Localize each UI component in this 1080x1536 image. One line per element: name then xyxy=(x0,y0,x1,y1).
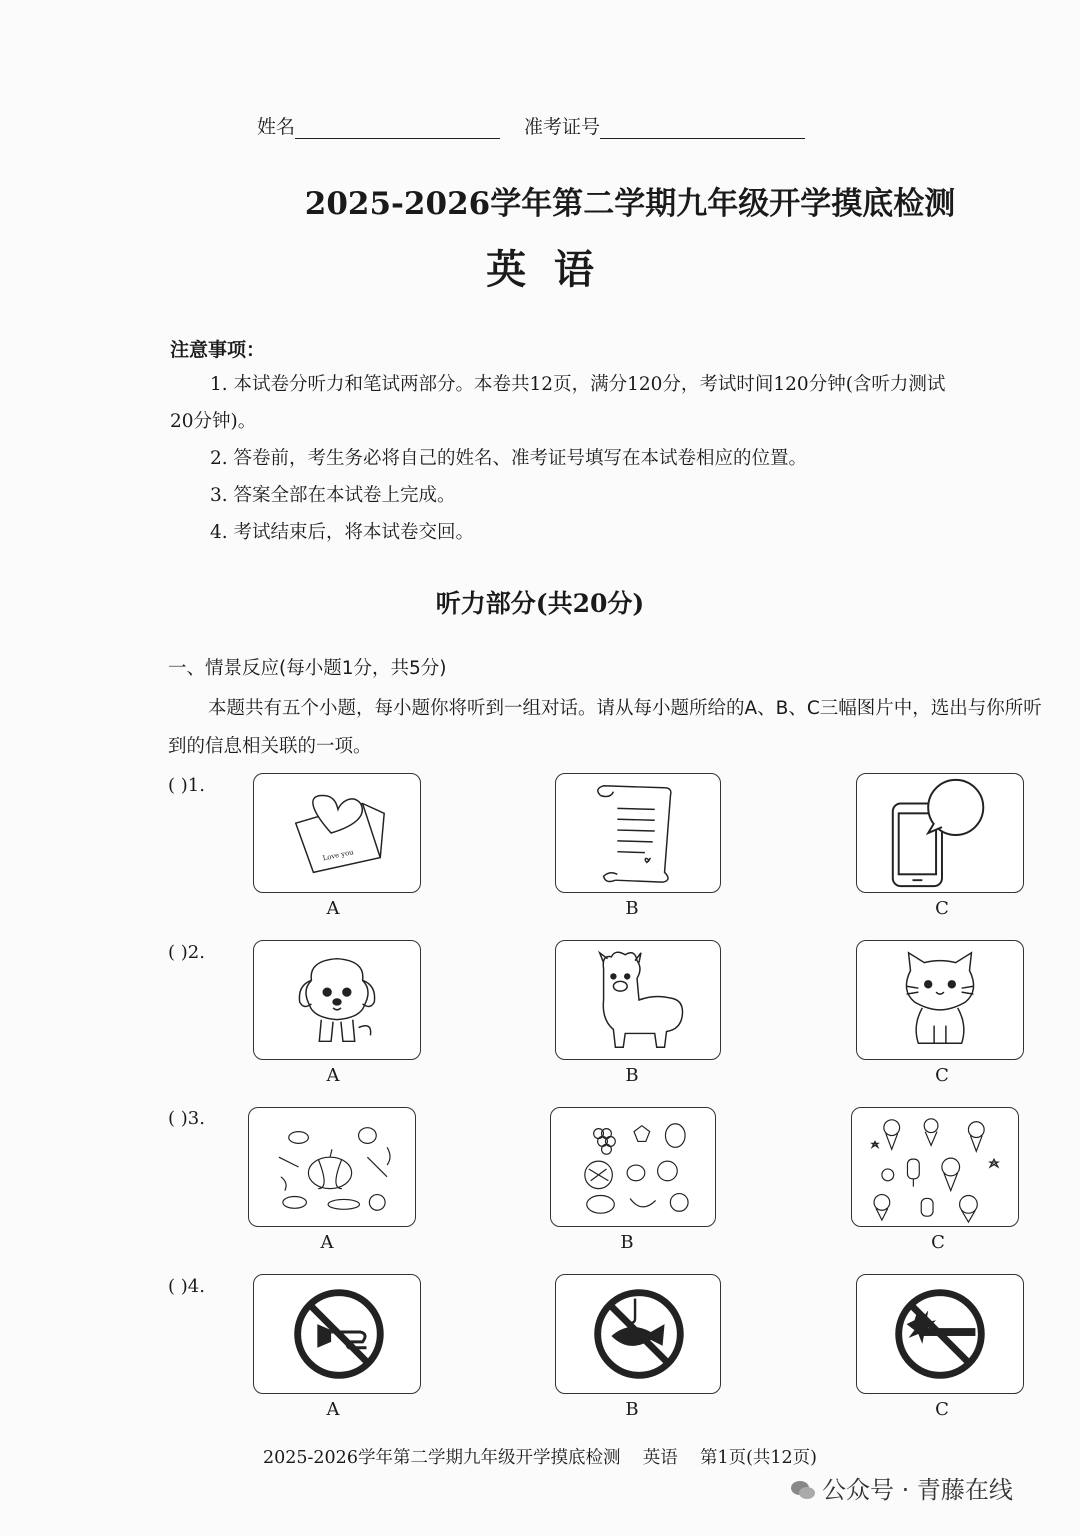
note-2: 2. 答卷前，考生务必将自己的姓名、准考证号填写在本试卷相应的位置。 xyxy=(210,448,808,469)
q4-option-c: C xyxy=(935,1399,949,1420)
part1-instruction: 本题共有五个小题，每小题你将听到一组对话。请从每小题所给的A、B、C三幅图片中，选出与你所听到的信息相关联的一项。 xyxy=(168,698,1042,757)
wechat-icon xyxy=(790,1479,816,1501)
exam-title: 2025-2026学年第二学期九年级开学摸底检测 xyxy=(304,186,956,222)
id-label: 准考证号 xyxy=(524,116,601,138)
notes-heading: 注意事项： xyxy=(170,339,266,361)
q2-option-b: B xyxy=(625,1065,639,1086)
phone-chat-icon[interactable] xyxy=(856,773,1024,893)
q1-option-c: C xyxy=(935,898,949,919)
note-1-cont: 20分钟)。 xyxy=(170,411,257,432)
vegetables-icon[interactable] xyxy=(248,1107,416,1227)
q3-option-b: B xyxy=(620,1232,634,1253)
note-1: 1. 本试卷分听力和笔试两部分。本卷共12页，满分120分，考试时间120分钟(含听力测试 xyxy=(210,374,946,395)
ice-cream-icon[interactable] xyxy=(851,1107,1019,1227)
candidate-info xyxy=(0,112,1080,139)
alpaca-icon[interactable] xyxy=(555,940,721,1060)
q2-option-c: C xyxy=(935,1065,949,1086)
question-1-number[interactable]: ( )1. xyxy=(168,775,205,796)
q4-option-a: A xyxy=(326,1399,340,1420)
question-3-number[interactable]: ( )3. xyxy=(168,1108,205,1129)
no-fishing-icon[interactable] xyxy=(555,1274,721,1394)
q4-option-b: B xyxy=(625,1399,639,1420)
scroll-letter-icon[interactable] xyxy=(555,773,721,893)
no-honking-icon[interactable] xyxy=(253,1274,421,1394)
note-4: 4. 考试结束后，将本试卷交回。 xyxy=(210,522,475,543)
love-card-icon[interactable] xyxy=(253,773,421,893)
q3-option-c: C xyxy=(931,1232,945,1253)
watermark xyxy=(790,1470,1013,1505)
note-3: 3. 答案全部在本试卷上完成。 xyxy=(210,485,456,506)
name-field[interactable] xyxy=(295,120,500,139)
subject-title: 英 语 xyxy=(486,247,594,293)
question-2-number[interactable]: ( )2. xyxy=(168,942,205,963)
q1-option-a: A xyxy=(326,898,340,919)
page-footer: 2025-2026学年第二学期九年级开学摸底检测 英语 第1页(共12页) xyxy=(262,1448,818,1468)
q3-option-a: A xyxy=(320,1232,334,1253)
part1-heading: 一、情景反应(每小题1分，共5分) xyxy=(168,658,447,679)
id-field[interactable] xyxy=(600,120,805,139)
q1-option-b: B xyxy=(625,898,639,919)
listening-section-title: 听力部分(共20分) xyxy=(435,589,645,618)
name-label: 姓名 xyxy=(256,116,295,138)
watermark-text: 公众号 · 青藤在线 xyxy=(822,1476,1013,1504)
no-fireworks-icon[interactable] xyxy=(856,1274,1024,1394)
kitten-icon[interactable] xyxy=(856,940,1024,1060)
svg-text:Love you: Love you xyxy=(321,848,355,863)
fruits-icon[interactable] xyxy=(550,1107,716,1227)
question-4-number[interactable]: ( )4. xyxy=(168,1276,205,1297)
q2-option-a: A xyxy=(326,1065,340,1086)
puppy-icon[interactable] xyxy=(253,940,421,1060)
